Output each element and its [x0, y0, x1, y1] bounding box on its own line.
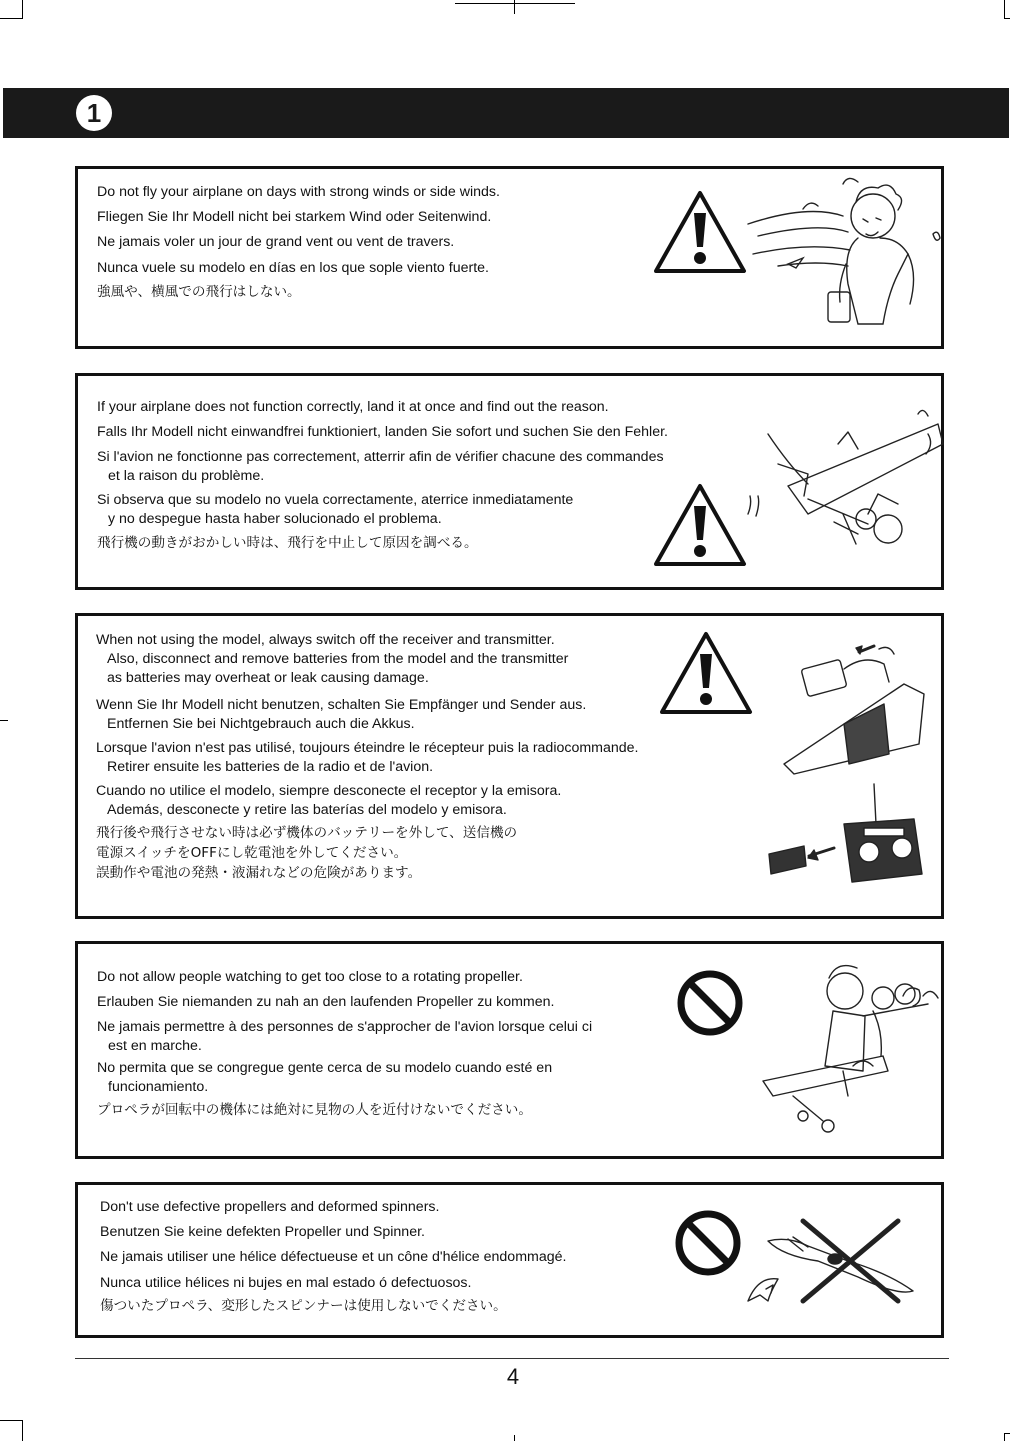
- crop-mark: [22, 1420, 23, 1441]
- warning-triangle-icon: [656, 628, 756, 718]
- warning-triangle-icon: [650, 480, 750, 570]
- notice-text-en: If your airplane does not function correctly, land it at once and find out the reason.: [97, 399, 609, 415]
- notice-text-fr: Lorsque l'avion n'est pas utilisé, toujours éteindre le récepteur puis la radiocommande.: [96, 740, 639, 756]
- footer-rule: [75, 1358, 949, 1359]
- crop-mark: [514, 1435, 515, 1441]
- crop-mark: [455, 3, 575, 4]
- notice-text-de: Wenn Sie Ihr Modell nicht benutzen, schalten Sie Empfänger und Sender aus.: [96, 697, 587, 713]
- section-header-bar: [3, 88, 1009, 138]
- crop-mark: [0, 1420, 22, 1421]
- notice-text-jp: 強風や、横風での飛行はしない。: [97, 284, 301, 300]
- notice-text-en: Don't use defective propellers and deformed spinners.: [100, 1199, 440, 1215]
- notice-text-fr: Ne jamais permettre à des personnes de s'approcher de l'avion lorsque celui ci: [97, 1019, 593, 1035]
- notice-text-en-cont: Also, disconnect and remove batteries from the model and the transmitter: [107, 651, 569, 667]
- spectators-illustration: [733, 956, 933, 1146]
- section-number-badge: 1: [76, 95, 112, 131]
- crop-mark: [1004, 18, 1010, 19]
- crop-mark: [22, 0, 23, 19]
- notice-text-en: Do not allow people watching to get too close to a rotating propeller.: [97, 969, 523, 985]
- warning-triangle-icon: [650, 187, 750, 277]
- prohibition-icon: [673, 1208, 743, 1278]
- notice-text-es: Si observa que su modelo no vuela correctamente, aterrice inmediatamente: [97, 492, 574, 508]
- battery-removal-illustration: [764, 624, 934, 899]
- notice-text-de: Erlauben Sie niemanden zu nah an den laufenden Propeller zu kommen.: [97, 994, 555, 1010]
- notice-text-en: Do not fly your airplane on days with strong winds or side winds.: [97, 184, 500, 200]
- notice-text-fr: Ne jamais utiliser une hélice défectueuse et un cône d'hélice endommagé.: [100, 1249, 567, 1265]
- crop-mark: [1004, 0, 1005, 18]
- notice-text-jp: 飛行機の動きがおかしい時は、飛行を中止して原因を調べる。: [97, 535, 478, 551]
- notice-text-es: Nunca utilice hélices ni bujes en mal estado ó defectuosos.: [100, 1275, 472, 1291]
- notice-text-fr-cont: est en marche.: [108, 1038, 202, 1054]
- notice-text-fr: Si l'avion ne fonctionne pas correctement, atterrir afin de vérifier chacune des commandes: [97, 449, 664, 465]
- notice-text-jp: 誤動作や電池の発熱・液漏れなどの危険があります。: [96, 865, 422, 881]
- page-number: 4: [506, 1364, 520, 1389]
- safety-notice-defective-propeller: [75, 1182, 944, 1338]
- safety-notice-wind: [75, 166, 944, 349]
- safety-notice-malfunction: [75, 373, 944, 590]
- crop-mark: [0, 720, 8, 721]
- notice-text-jp: プロペラが回転中の機体には絶対に見物の人を近付けないでください。: [97, 1102, 532, 1118]
- notice-text-es-cont: Además, desconecte y retire las baterías del modelo y emisora.: [107, 802, 507, 818]
- notice-text-es: Nunca vuele su modelo en días en los que sople viento fuerte.: [97, 260, 489, 276]
- notice-text-es: Cuando no utilice el modelo, siempre desconecte el receptor y la emisora.: [96, 783, 562, 799]
- notice-text-fr: Ne jamais voler un jour de grand vent ou vent de travers.: [97, 234, 455, 250]
- crop-mark: [0, 18, 22, 19]
- notice-text-de: Benutzen Sie keine defekten Propeller und Spinner.: [100, 1224, 425, 1240]
- notice-text-jp: 傷ついたプロペラ、変形したスピンナーは使用しないでください。: [100, 1298, 507, 1314]
- notice-text-es-cont: funcionamiento.: [108, 1079, 209, 1095]
- notice-text-fr-cont: et la raison du problème.: [108, 468, 265, 484]
- safety-notice-propeller: [75, 941, 944, 1159]
- notice-text-es: No permita que se congregue gente cerca de su modelo cuando esté en: [97, 1060, 553, 1076]
- notice-text-es-cont: y no despegue hasta haber solucionado el problema.: [108, 511, 442, 527]
- crashing-airplane-illustration: [748, 404, 948, 564]
- notice-text-en: When not using the model, always switch off the receiver and transmitter.: [96, 632, 555, 648]
- notice-text-jp: 電源スイッチをOFFにし乾電池を外してください。: [96, 845, 408, 861]
- crop-mark: [514, 0, 515, 14]
- notice-text-en-cont: as batteries may overheat or leak causing damage.: [107, 670, 429, 686]
- notice-text-de: Fliegen Sie Ihr Modell nicht bei starkem Wind oder Seitenwind.: [97, 209, 492, 225]
- safety-notice-batteries: [75, 613, 944, 919]
- broken-propeller-illustration: [738, 1201, 928, 1321]
- notice-text-jp: 飛行後や飛行させない時は必ず機体のバッテリーを外して、送信機の: [96, 825, 518, 841]
- windy-boy-illustration: [748, 174, 948, 339]
- notice-text-de: Falls Ihr Modell nicht einwandfrei funktioniert, landen Sie sofort und suchen Sie den Fehler.: [97, 424, 668, 440]
- notice-text-de-cont: Entfernen Sie bei Nichtgebrauch auch die Akkus.: [107, 716, 415, 732]
- crop-mark: [1004, 1433, 1005, 1441]
- notice-text-fr-cont: Retirer ensuite les batteries de la radio et de l'avion.: [107, 759, 434, 775]
